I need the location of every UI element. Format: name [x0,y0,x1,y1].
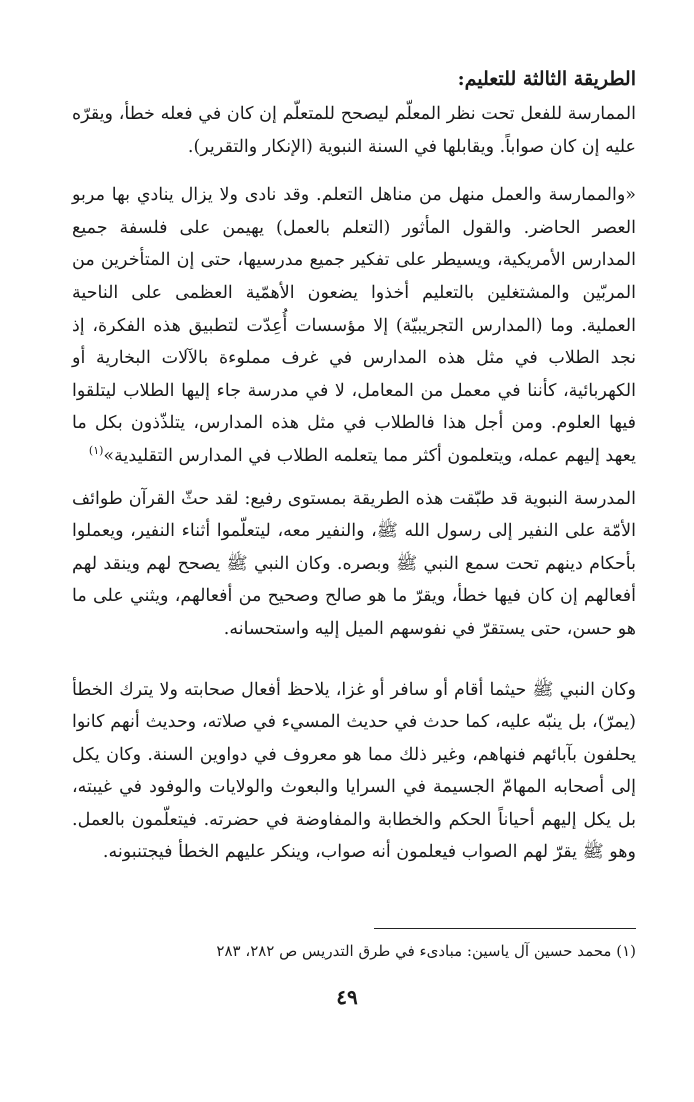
paragraph-prophet-practice: وكان النبي ﷺ حيثما أقام أو سافر أو غزا، يلاحظ أفعال صحابته ولا يترك الخطأ (يمرّ)، بل ينبّه عليه، كما حدث في حديث المسيء في صلاته، وحديث أنهم كانوا يحلفون بآبائهم فنهاهم، وغير ذلك مما هو معروف في دواوين السنة. وكان يكل إلى أصحابه المهامّ الجسيمة في السرايا والبعوث والولايات والوفود في غيبته، بل يكل إليهم أحياناً الحكم والخطابة والمفاوضة في حضرته. فيتعلّمون بالعمل. وهو ﷺ يقرّ لهم الصواب فيعلمون أنه صواب، وينكر عليهم الخطأ فيجتنبونه. [72,679,636,863]
paragraph-gap [72,473,636,483]
paragraph-practice-definition: الممارسة للفعل تحت نظر المعلّم ليصحح للمتعلّم إن كان في فعله خطأ، ويقرّه عليه إن كان صواباً. ويقابلها في السنة النبوية (الإنكار والتقرير). [72,104,636,157]
book-page [72,62,636,869]
footnote: (١) محمد حسين آل ياسين: مبادىء في طرق التدريس ص ٢٨٢، ٢٨٣ [216,942,636,960]
quotation-text: «والممارسة والعمل منهل من مناهل التعلم. وقد نادى ولا يزال ينادي بها مربو العصر الحاضر. والقول المأثور (التعلم بالعمل) يهيمن على فلسفة جميع المدارس الأمريكية، ويسيطر على تفكير جميع مدرسيها، حتى إن المتأخرين من المربّين والمشتغلين بالتعليم أخذوا يضعون الأهمّية العظمى على الناحية العملية. وما (المدارس التجريبيّة) إلا مؤسسات أُعِدّت لتطبيق هذه الفكرة، إذ نجد الطلاب في مثل هذه المدارس في غرف مملوءة بالآلات البخارية أو الكهربائية، كأننا في معمل من المعامل، لا في مدرسة جاء إليها الطلاب ليتلقوا فيها العلوم. ومن أجل هذا فالطلاب في مثل هذه المدارس، يتلذّذون بكل ما يعهد إليهم عمله، ويتعلمون أكثر مما يتعلمه الطلاب في المدارس التقليدية» [72,185,636,466]
paragraph-gap [72,163,636,179]
paragraph-gap [72,646,636,674]
paragraph-prophetic-school: المدرسة النبوية قد طبّقت هذه الطريقة بمستوى رفيع: لقد حثّ القرآن طوائف الأمّة على النفير إلى رسول الله ﷺ، والنفير معه، ليتعلّموا أثناء النفير، ويعملوا بأحكام دينهم تحت سمع النبي ﷺ وبصره. وكان النبي ﷺ يصحح لهم وينقد لهم أفعالهم إن كان فيها خطأ، ويقرّ ما هو صالح وصحيح من أفعالهم، ويثني على ما هو حسن، حتى يستقرّ في نفوسهم الميل إليه واستحسانه. [72,488,636,639]
paragraph-quotation [72,179,636,472]
section-heading: الطريقة الثالثة للتعليم: [457,68,636,90]
page-number: ٤٩ [336,985,358,1009]
footnote-divider [374,928,636,929]
footnote-reference: (١) [88,444,104,458]
